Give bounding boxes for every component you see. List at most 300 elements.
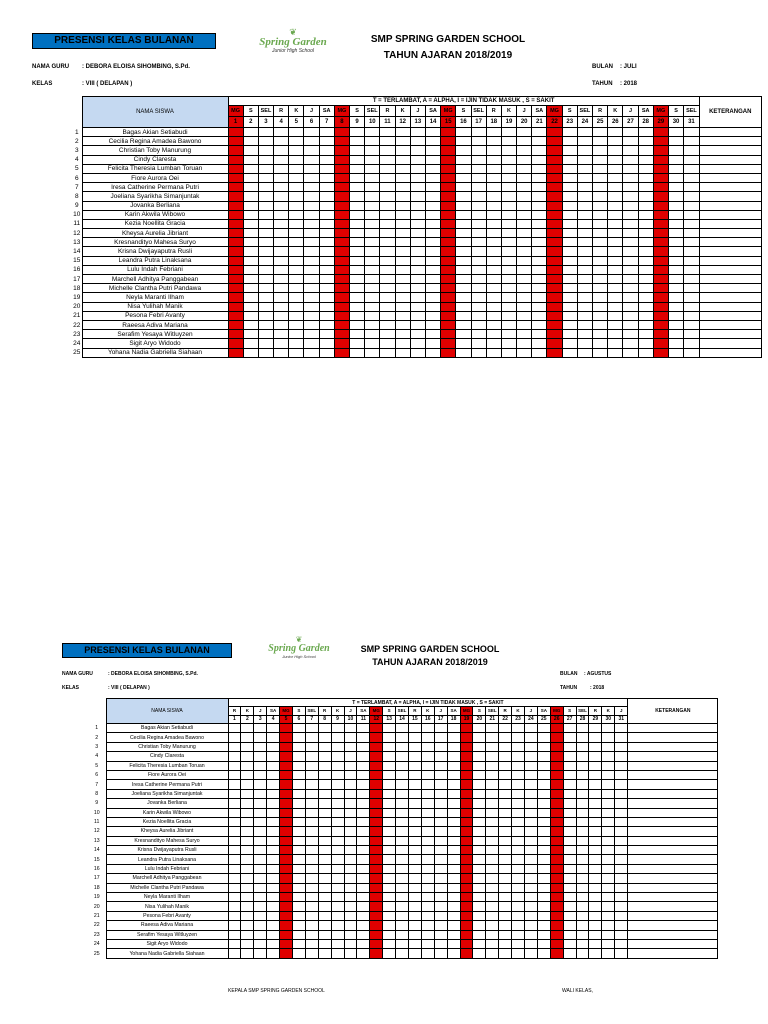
attendance-cell[interactable] [241,949,254,958]
attendance-cell[interactable] [563,949,576,958]
attendance-cell[interactable] [473,789,486,798]
attendance-cell[interactable] [380,284,395,293]
attendance-cell[interactable] [228,733,241,742]
attendance-cell[interactable] [383,770,396,779]
attendance-cell[interactable] [589,874,602,883]
attendance-cell[interactable] [383,930,396,939]
attendance-cell[interactable] [563,855,576,864]
attendance-cell[interactable] [486,164,501,173]
attendance-cell[interactable] [602,733,615,742]
attendance-cell[interactable] [537,911,550,920]
attendance-cell[interactable] [447,949,460,958]
attendance-cell[interactable] [380,155,395,164]
attendance-cell[interactable] [421,893,434,902]
attendance-cell[interactable] [576,724,589,733]
attendance-cell[interactable] [289,256,304,265]
attendance-cell[interactable] [668,201,683,210]
attendance-cell[interactable] [537,893,550,902]
attendance-cell[interactable] [623,247,638,256]
remarks-cell[interactable] [699,146,761,155]
attendance-cell[interactable] [602,930,615,939]
attendance-cell[interactable] [684,229,700,238]
attendance-cell[interactable] [319,128,334,137]
attendance-cell[interactable] [304,210,319,219]
attendance-cell[interactable] [396,733,409,742]
attendance-cell[interactable] [425,339,440,348]
attendance-cell[interactable] [524,742,537,751]
attendance-cell[interactable] [615,855,628,864]
remarks-cell[interactable] [628,874,718,883]
attendance-cell[interactable] [421,902,434,911]
attendance-cell[interactable] [501,265,516,274]
attendance-cell[interactable] [638,137,653,146]
attendance-cell[interactable] [267,855,280,864]
attendance-cell[interactable] [615,742,628,751]
attendance-cell[interactable] [537,742,550,751]
attendance-cell[interactable] [593,173,608,182]
attendance-cell[interactable] [274,293,289,302]
attendance-cell[interactable] [410,173,425,182]
attendance-cell[interactable] [396,846,409,855]
attendance-cell[interactable] [383,893,396,902]
attendance-cell[interactable] [562,330,577,339]
attendance-cell[interactable] [319,330,334,339]
attendance-cell[interactable] [267,921,280,930]
attendance-cell[interactable] [577,183,592,192]
attendance-cell[interactable] [304,229,319,238]
attendance-cell[interactable] [380,302,395,311]
attendance-cell[interactable] [380,320,395,329]
attendance-cell[interactable] [258,164,273,173]
attendance-cell[interactable] [499,742,512,751]
attendance-cell[interactable] [289,128,304,137]
attendance-cell[interactable] [638,247,653,256]
attendance-cell[interactable] [421,817,434,826]
attendance-cell[interactable] [537,874,550,883]
attendance-cell[interactable] [517,201,532,210]
attendance-cell[interactable] [623,330,638,339]
attendance-cell[interactable] [319,173,334,182]
attendance-cell[interactable] [383,921,396,930]
attendance-cell[interactable] [395,128,410,137]
attendance-cell[interactable] [318,761,331,770]
attendance-cell[interactable] [563,770,576,779]
attendance-cell[interactable] [684,173,700,182]
remarks-cell[interactable] [628,911,718,920]
attendance-cell[interactable] [615,939,628,948]
attendance-cell[interactable] [471,128,486,137]
attendance-cell[interactable] [289,339,304,348]
attendance-cell[interactable] [292,817,305,826]
attendance-cell[interactable] [344,799,357,808]
attendance-cell[interactable] [517,155,532,164]
remarks-cell[interactable] [699,339,761,348]
attendance-cell[interactable] [365,219,380,228]
remarks-cell[interactable] [628,930,718,939]
attendance-cell[interactable] [602,789,615,798]
attendance-cell[interactable] [331,752,344,761]
attendance-cell[interactable] [292,939,305,948]
attendance-cell[interactable] [344,949,357,958]
attendance-cell[interactable] [589,911,602,920]
attendance-cell[interactable] [576,799,589,808]
attendance-cell[interactable] [228,817,241,826]
attendance-cell[interactable] [267,780,280,789]
attendance-cell[interactable] [684,210,700,219]
attendance-cell[interactable] [380,137,395,146]
attendance-cell[interactable] [267,789,280,798]
attendance-cell[interactable] [395,275,410,284]
attendance-cell[interactable] [267,770,280,779]
attendance-cell[interactable] [289,265,304,274]
attendance-cell[interactable] [593,183,608,192]
attendance-cell[interactable] [318,911,331,920]
attendance-cell[interactable] [258,247,273,256]
attendance-cell[interactable] [365,265,380,274]
attendance-cell[interactable] [577,265,592,274]
attendance-cell[interactable] [254,780,267,789]
attendance-cell[interactable] [471,201,486,210]
attendance-cell[interactable] [318,893,331,902]
attendance-cell[interactable] [486,724,499,733]
attendance-cell[interactable] [501,192,516,201]
attendance-cell[interactable] [305,911,318,920]
attendance-cell[interactable] [258,201,273,210]
attendance-cell[interactable] [380,201,395,210]
attendance-cell[interactable] [258,173,273,182]
attendance-cell[interactable] [425,155,440,164]
attendance-cell[interactable] [408,733,421,742]
attendance-cell[interactable] [305,893,318,902]
attendance-cell[interactable] [304,320,319,329]
attendance-cell[interactable] [305,827,318,836]
attendance-cell[interactable] [292,761,305,770]
attendance-cell[interactable] [410,201,425,210]
attendance-cell[interactable] [383,902,396,911]
attendance-cell[interactable] [289,173,304,182]
attendance-cell[interactable] [524,939,537,948]
attendance-cell[interactable] [292,808,305,817]
attendance-cell[interactable] [593,247,608,256]
attendance-cell[interactable] [241,752,254,761]
attendance-cell[interactable] [410,256,425,265]
attendance-cell[interactable] [434,836,447,845]
attendance-cell[interactable] [425,173,440,182]
attendance-cell[interactable] [501,320,516,329]
attendance-cell[interactable] [350,247,365,256]
attendance-cell[interactable] [258,265,273,274]
attendance-cell[interactable] [410,320,425,329]
attendance-cell[interactable] [615,902,628,911]
attendance-cell[interactable] [383,846,396,855]
attendance-cell[interactable] [254,742,267,751]
attendance-cell[interactable] [408,780,421,789]
attendance-cell[interactable] [331,742,344,751]
attendance-cell[interactable] [383,817,396,826]
attendance-cell[interactable] [532,229,547,238]
attendance-cell[interactable] [456,128,471,137]
attendance-cell[interactable] [396,789,409,798]
attendance-cell[interactable] [421,949,434,958]
attendance-cell[interactable] [241,827,254,836]
attendance-cell[interactable] [473,827,486,836]
attendance-cell[interactable] [258,128,273,137]
attendance-cell[interactable] [517,284,532,293]
attendance-cell[interactable] [258,146,273,155]
attendance-cell[interactable] [593,229,608,238]
attendance-cell[interactable] [267,939,280,948]
attendance-cell[interactable] [589,817,602,826]
remarks-cell[interactable] [699,155,761,164]
attendance-cell[interactable] [395,348,410,357]
attendance-cell[interactable] [383,855,396,864]
attendance-cell[interactable] [608,311,623,320]
attendance-cell[interactable] [421,939,434,948]
attendance-cell[interactable] [501,229,516,238]
attendance-cell[interactable] [638,219,653,228]
attendance-cell[interactable] [318,808,331,817]
attendance-cell[interactable] [473,752,486,761]
attendance-cell[interactable] [331,893,344,902]
attendance-cell[interactable] [425,201,440,210]
attendance-cell[interactable] [532,128,547,137]
attendance-cell[interactable] [512,733,525,742]
attendance-cell[interactable] [563,742,576,751]
attendance-cell[interactable] [421,780,434,789]
attendance-cell[interactable] [241,902,254,911]
attendance-cell[interactable] [524,733,537,742]
attendance-cell[interactable] [395,137,410,146]
attendance-cell[interactable] [501,293,516,302]
attendance-cell[interactable] [289,164,304,173]
attendance-cell[interactable] [254,883,267,892]
attendance-cell[interactable] [267,846,280,855]
attendance-cell[interactable] [512,911,525,920]
attendance-cell[interactable] [486,742,499,751]
attendance-cell[interactable] [638,229,653,238]
attendance-cell[interactable] [668,137,683,146]
attendance-cell[interactable] [562,265,577,274]
attendance-cell[interactable] [576,939,589,948]
attendance-cell[interactable] [486,770,499,779]
attendance-cell[interactable] [537,902,550,911]
attendance-cell[interactable] [608,155,623,164]
attendance-cell[interactable] [380,164,395,173]
attendance-cell[interactable] [241,808,254,817]
attendance-cell[interactable] [241,930,254,939]
attendance-cell[interactable] [396,902,409,911]
attendance-cell[interactable] [608,265,623,274]
attendance-cell[interactable] [319,146,334,155]
attendance-cell[interactable] [524,817,537,826]
attendance-cell[interactable] [274,192,289,201]
attendance-cell[interactable] [243,247,258,256]
attendance-cell[interactable] [434,864,447,873]
attendance-cell[interactable] [524,893,537,902]
attendance-cell[interactable] [623,128,638,137]
attendance-cell[interactable] [425,256,440,265]
attendance-cell[interactable] [425,146,440,155]
attendance-cell[interactable] [357,902,370,911]
attendance-cell[interactable] [331,761,344,770]
attendance-cell[interactable] [486,339,501,348]
attendance-cell[interactable] [537,780,550,789]
attendance-cell[interactable] [304,173,319,182]
attendance-cell[interactable] [512,846,525,855]
attendance-cell[interactable] [473,921,486,930]
attendance-cell[interactable] [383,752,396,761]
attendance-cell[interactable] [608,339,623,348]
attendance-cell[interactable] [668,311,683,320]
attendance-cell[interactable] [589,836,602,845]
attendance-cell[interactable] [499,939,512,948]
attendance-cell[interactable] [274,238,289,247]
attendance-cell[interactable] [344,930,357,939]
attendance-cell[interactable] [305,733,318,742]
attendance-cell[interactable] [517,256,532,265]
attendance-cell[interactable] [501,183,516,192]
attendance-cell[interactable] [365,210,380,219]
attendance-cell[interactable] [524,789,537,798]
attendance-cell[interactable] [532,155,547,164]
attendance-cell[interactable] [501,219,516,228]
attendance-cell[interactable] [456,155,471,164]
attendance-cell[interactable] [357,808,370,817]
attendance-cell[interactable] [471,210,486,219]
attendance-cell[interactable] [383,780,396,789]
attendance-cell[interactable] [434,921,447,930]
remarks-cell[interactable] [699,201,761,210]
attendance-cell[interactable] [668,320,683,329]
attendance-cell[interactable] [486,155,501,164]
attendance-cell[interactable] [499,752,512,761]
attendance-cell[interactable] [512,752,525,761]
attendance-cell[interactable] [623,238,638,247]
attendance-cell[interactable] [501,339,516,348]
attendance-cell[interactable] [562,238,577,247]
attendance-cell[interactable] [434,799,447,808]
attendance-cell[interactable] [577,210,592,219]
attendance-cell[interactable] [512,836,525,845]
attendance-cell[interactable] [331,789,344,798]
attendance-cell[interactable] [305,752,318,761]
attendance-cell[interactable] [563,817,576,826]
attendance-cell[interactable] [408,808,421,817]
attendance-cell[interactable] [267,733,280,742]
attendance-cell[interactable] [576,789,589,798]
attendance-cell[interactable] [447,930,460,939]
attendance-cell[interactable] [305,864,318,873]
attendance-cell[interactable] [395,155,410,164]
attendance-cell[interactable] [486,137,501,146]
attendance-cell[interactable] [447,893,460,902]
attendance-cell[interactable] [241,846,254,855]
attendance-cell[interactable] [473,883,486,892]
attendance-cell[interactable] [473,846,486,855]
attendance-cell[interactable] [638,146,653,155]
attendance-cell[interactable] [254,799,267,808]
attendance-cell[interactable] [593,192,608,201]
attendance-cell[interactable] [501,302,516,311]
attendance-cell[interactable] [289,201,304,210]
attendance-cell[interactable] [350,183,365,192]
attendance-cell[interactable] [396,921,409,930]
attendance-cell[interactable] [289,284,304,293]
attendance-cell[interactable] [486,330,501,339]
attendance-cell[interactable] [243,137,258,146]
attendance-cell[interactable] [383,864,396,873]
attendance-cell[interactable] [331,817,344,826]
attendance-cell[interactable] [517,247,532,256]
attendance-cell[interactable] [512,817,525,826]
attendance-cell[interactable] [243,183,258,192]
attendance-cell[interactable] [304,339,319,348]
remarks-cell[interactable] [699,348,761,357]
attendance-cell[interactable] [292,911,305,920]
remarks-cell[interactable] [628,761,718,770]
remarks-cell[interactable] [699,311,761,320]
attendance-cell[interactable] [577,229,592,238]
attendance-cell[interactable] [593,330,608,339]
attendance-cell[interactable] [350,238,365,247]
attendance-cell[interactable] [396,949,409,958]
attendance-cell[interactable] [447,846,460,855]
remarks-cell[interactable] [628,827,718,836]
attendance-cell[interactable] [615,733,628,742]
attendance-cell[interactable] [395,238,410,247]
remarks-cell[interactable] [628,902,718,911]
attendance-cell[interactable] [331,836,344,845]
attendance-cell[interactable] [576,846,589,855]
attendance-cell[interactable] [380,339,395,348]
attendance-cell[interactable] [602,893,615,902]
attendance-cell[interactable] [537,939,550,948]
attendance-cell[interactable] [577,201,592,210]
attendance-cell[interactable] [408,921,421,930]
attendance-cell[interactable] [305,949,318,958]
attendance-cell[interactable] [241,893,254,902]
attendance-cell[interactable] [274,284,289,293]
attendance-cell[interactable] [357,836,370,845]
attendance-cell[interactable] [243,284,258,293]
attendance-cell[interactable] [318,836,331,845]
attendance-cell[interactable] [305,939,318,948]
attendance-cell[interactable] [684,339,700,348]
attendance-cell[interactable] [410,293,425,302]
attendance-cell[interactable] [471,265,486,274]
attendance-cell[interactable] [258,229,273,238]
attendance-cell[interactable] [396,761,409,770]
attendance-cell[interactable] [517,311,532,320]
remarks-cell[interactable] [628,855,718,864]
attendance-cell[interactable] [638,339,653,348]
attendance-cell[interactable] [289,229,304,238]
attendance-cell[interactable] [486,761,499,770]
attendance-cell[interactable] [532,275,547,284]
attendance-cell[interactable] [562,137,577,146]
attendance-cell[interactable] [593,348,608,357]
attendance-cell[interactable] [396,724,409,733]
attendance-cell[interactable] [258,330,273,339]
attendance-cell[interactable] [243,293,258,302]
attendance-cell[interactable] [331,902,344,911]
attendance-cell[interactable] [421,911,434,920]
attendance-cell[interactable] [602,949,615,958]
attendance-cell[interactable] [383,733,396,742]
attendance-cell[interactable] [473,770,486,779]
attendance-cell[interactable] [512,874,525,883]
attendance-cell[interactable] [425,238,440,247]
